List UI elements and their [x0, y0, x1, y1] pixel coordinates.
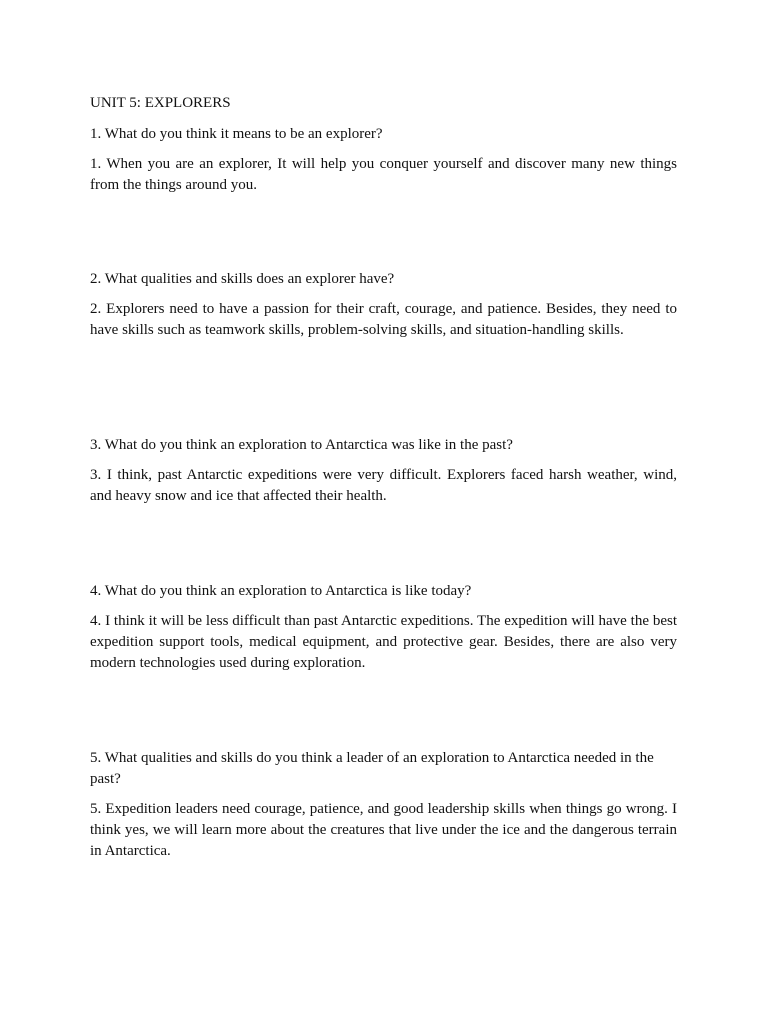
question-5: 5. What qualities and skills do you think a leader of an exploration to Antarctica needed in the past? — [90, 750, 654, 787]
question-1: 1. What do you think it means to be an explorer? — [90, 126, 383, 142]
qa-item-3 — [90, 435, 677, 507]
question-4: 4. What do you think an exploration to Antarctica is like today? — [90, 583, 472, 599]
answer-3: 3. I think, past Antarctic expeditions were very difficult. Explorers faced harsh weather, wind, and heavy snow and ice that affected their health. — [90, 467, 677, 504]
qa-item-4 — [90, 581, 677, 674]
answer-4: 4. I think it will be less difficult than past Antarctic expeditions. The expedition will have the best expedition support tools, medical equipment, and protective gear. Besides, there are also very modern technologies used during exploration. — [90, 613, 677, 671]
answer-5: 5. Expedition leaders need courage, patience, and good leadership skills when things go wrong. I think yes, we will learn more about the creatures that live under the ice and the dangerous terrain in Antarctica. — [90, 801, 677, 859]
qa-item-1 — [90, 124, 677, 196]
answer-1: 1. When you are an explorer, It will help you conquer yourself and discover many new things from the things around you. — [90, 156, 677, 193]
answer-2: 2. Explorers need to have a passion for their craft, courage, and patience. Besides, they need to have skills such as teamwork skills, problem-solving skills, and situation-handling skills. — [90, 301, 677, 338]
qa-item-2 — [90, 269, 677, 341]
question-3: 3. What do you think an exploration to Antarctica was like in the past? — [90, 437, 513, 453]
question-2: 2. What qualities and skills does an explorer have? — [90, 271, 395, 287]
document-title: UNIT 5: EXPLORERS — [90, 95, 231, 111]
qa-item-5 — [90, 748, 677, 862]
